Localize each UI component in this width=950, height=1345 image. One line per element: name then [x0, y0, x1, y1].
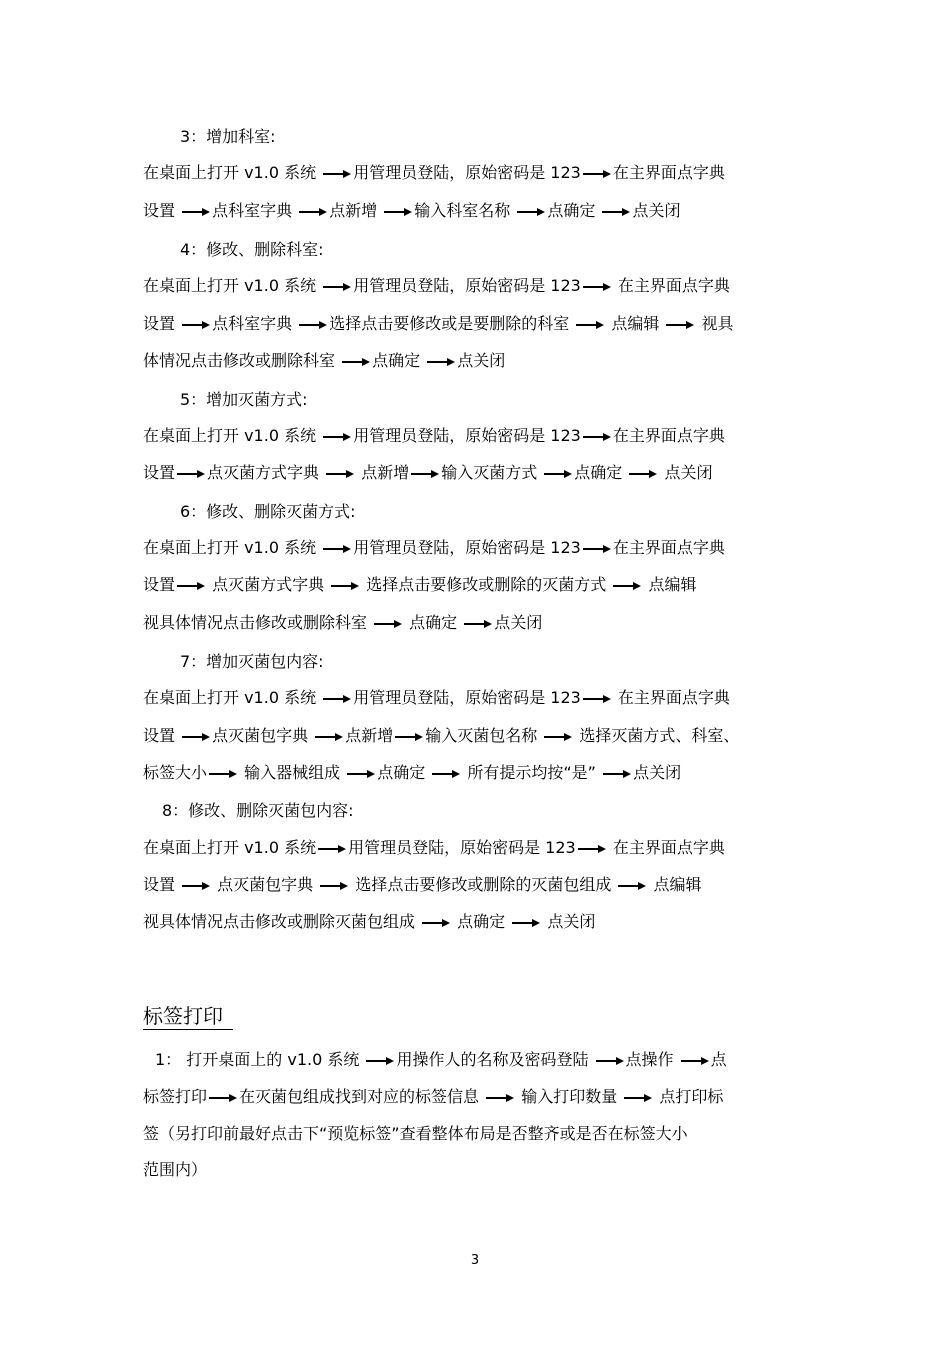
step-text: 点灭菌方式字典: [207, 463, 325, 482]
step-text: 点关闭: [633, 763, 682, 782]
arrow-right-icon: [299, 207, 327, 217]
step-text: 标签打印: [143, 1087, 208, 1106]
step-text: 所有提示均按“是”: [462, 763, 602, 782]
step-text: 点关闭: [632, 201, 681, 220]
step-text: 在主界面点字典: [612, 688, 730, 707]
arrow-right-icon: [432, 769, 460, 779]
arrow-right-icon: [182, 732, 210, 742]
step-text: 点灭菌包字典: [212, 726, 314, 745]
arrow-right-icon: [613, 581, 641, 591]
arrow-right-icon: [331, 581, 359, 591]
arrow-right-icon: [681, 1056, 709, 1066]
arrow-right-icon: [512, 918, 540, 928]
arrow-right-icon: [602, 207, 630, 217]
page-number: 3: [470, 1253, 480, 1268]
step-text: 点灭菌方式字典: [207, 575, 330, 594]
step-text: 点新增: [329, 201, 383, 220]
section-heading: 7：增加灭菌包内容:: [180, 652, 324, 671]
step-text: 用操作人的名称及密码登陆: [396, 1050, 594, 1069]
arrow-right-icon: [182, 207, 210, 217]
step-text: 在主界面点字典: [612, 276, 730, 295]
arrow-right-icon: [629, 469, 657, 479]
step-text: 点确定: [452, 912, 511, 931]
step-text: 在主界面点字典: [607, 838, 725, 857]
arrow-right-icon: [624, 1093, 652, 1103]
arrow-right-icon: [583, 432, 611, 442]
step-text: 在桌面上打开 v1.0 系统: [143, 163, 322, 182]
step-text: 选择点击要修改或删除的灭菌方式: [361, 575, 612, 594]
text-line: [143, 351, 505, 371]
text-line: [143, 426, 725, 446]
arrow-right-icon: [544, 469, 572, 479]
step-text: 输入器械组成: [239, 763, 346, 782]
text-line: [143, 163, 725, 183]
arrow-right-icon: [576, 320, 604, 330]
arrow-right-icon: [395, 732, 423, 742]
arrow-right-icon: [596, 1056, 624, 1066]
arrow-right-icon: [209, 769, 237, 779]
step-text: 范围内）: [143, 1160, 208, 1179]
arrow-right-icon: [583, 169, 611, 179]
arrow-right-icon: [384, 207, 412, 217]
text-line: [143, 912, 595, 932]
arrow-right-icon: [422, 918, 450, 928]
step-text: 用管理员登陆，原始密码是 123: [348, 838, 576, 857]
arrow-right-icon: [544, 732, 572, 742]
text-line: [143, 575, 696, 595]
step-text: 输入灭菌包名称: [425, 726, 543, 745]
arrow-right-icon: [427, 357, 455, 367]
step-text: 点科室字典: [212, 201, 298, 220]
step-text: 点确定: [372, 351, 426, 370]
step-text: 在主界面点字典: [612, 163, 725, 182]
step-text: 点编辑: [606, 314, 665, 333]
step-text: 设置: [143, 463, 176, 482]
text-line: [143, 314, 734, 334]
step-text: 在桌面上打开 v1.0 系统: [143, 276, 322, 295]
step-text: 在桌面上打开 v1.0 系统: [143, 688, 322, 707]
step-text: 点: [710, 1050, 727, 1069]
step-text: 用管理员登陆，原始密码是 123: [353, 426, 581, 445]
arrow-right-icon: [323, 282, 351, 292]
arrow-right-icon: [374, 619, 402, 629]
step-text: 视具: [696, 314, 734, 333]
section-heading: 5：增加灭菌方式:: [180, 390, 308, 409]
section-heading: 4：修改、删除科室:: [180, 240, 324, 259]
step-text: 体情况点击修改或删除科室: [143, 351, 341, 370]
text-line: [155, 1050, 727, 1070]
step-text: 设置: [143, 875, 181, 894]
text-line: [143, 763, 681, 783]
text-line: [143, 1160, 207, 1180]
arrow-right-icon: [315, 732, 343, 742]
section-heading: 8：修改、删除灭菌包内容:: [162, 801, 354, 820]
step-text: 点确定: [377, 763, 431, 782]
step-text: 用管理员登陆，原始密码是 123: [353, 538, 581, 557]
step-text: 设置: [143, 726, 181, 745]
text-line: [143, 875, 702, 895]
text-line: [143, 688, 730, 708]
arrow-right-icon: [177, 581, 205, 591]
step-text: 点确定: [547, 201, 601, 220]
step-text: 用管理员登陆，原始密码是 123: [353, 276, 581, 295]
step-text: 点打印标: [654, 1087, 724, 1106]
arrow-right-icon: [366, 1056, 394, 1066]
step-text: 标签大小: [143, 763, 208, 782]
step-text: 选择点击要修改或删除的灭菌包组成: [350, 875, 617, 894]
text-line: [143, 613, 542, 633]
text-line: [143, 538, 725, 558]
text-line: [143, 726, 739, 746]
step-text: 输入科室名称: [414, 201, 516, 220]
arrow-right-icon: [411, 469, 439, 479]
arrow-right-icon: [464, 619, 492, 629]
step-text: 点新增: [356, 463, 410, 482]
arrow-right-icon: [618, 881, 646, 891]
arrow-right-icon: [342, 357, 370, 367]
arrow-right-icon: [323, 432, 351, 442]
arrow-right-icon: [299, 320, 327, 330]
arrow-right-icon: [666, 320, 694, 330]
arrow-right-icon: [578, 844, 606, 854]
step-text: 点操作: [625, 1050, 679, 1069]
step-text: 点关闭: [659, 463, 713, 482]
arrow-right-icon: [603, 769, 631, 779]
step-text: 输入打印数量: [516, 1087, 623, 1106]
step-text: 视具体情况点击修改或删除灭菌包组成: [143, 912, 421, 931]
arrow-right-icon: [486, 1093, 514, 1103]
step-text: 选择灭菌方式、科室、: [574, 726, 740, 745]
arrow-right-icon: [583, 544, 611, 554]
step-text: 在主界面点字典: [612, 426, 725, 445]
step-text: 点确定: [404, 613, 463, 632]
arrow-right-icon: [318, 844, 346, 854]
step-text: 点关闭: [494, 613, 543, 632]
text-line: [143, 838, 725, 858]
step-text: 设置: [143, 314, 181, 333]
text-line: [143, 1087, 723, 1107]
arrow-right-icon: [323, 544, 351, 554]
step-text: 在灭菌包组成找到对应的标签信息: [239, 1087, 485, 1106]
step-text: 在桌面上打开 v1.0 系统: [143, 838, 317, 857]
arrow-right-icon: [326, 469, 354, 479]
arrow-right-icon: [182, 320, 210, 330]
step-text: 点关闭: [457, 351, 506, 370]
step-text: 1： 打开桌面上的 v1.0 系统: [155, 1050, 365, 1069]
step-text: 选择点击要修改或是要删除的科室: [329, 314, 575, 333]
text-line: [143, 276, 730, 296]
arrow-right-icon: [583, 694, 611, 704]
arrow-right-icon: [209, 1093, 237, 1103]
section-heading: 3：增加科室:: [180, 127, 276, 146]
section-heading: 6：修改、删除灭菌方式:: [180, 502, 356, 521]
text-line: [143, 201, 680, 221]
arrow-right-icon: [323, 694, 351, 704]
arrow-right-icon: [583, 282, 611, 292]
step-text: 点确定: [574, 463, 628, 482]
step-text: 用管理员登陆，原始密码是 123: [353, 688, 581, 707]
step-text: 输入灭菌方式: [441, 463, 543, 482]
step-text: 点编辑: [643, 575, 697, 594]
step-text: 点编辑: [648, 875, 702, 894]
step-text: 视具体情况点击修改或删除科室: [143, 613, 373, 632]
arrow-right-icon: [320, 881, 348, 891]
step-text: 签（另打印前最好点击下“预览标签”查看整体布局是否整齐或是否在标签大小: [143, 1124, 688, 1143]
step-text: 点新增: [345, 726, 394, 745]
step-text: 在主界面点字典: [612, 538, 725, 557]
step-text: 在桌面上打开 v1.0 系统: [143, 426, 322, 445]
text-line: [143, 463, 712, 483]
step-text: 设置: [143, 575, 176, 594]
step-text: 点灭菌包字典: [212, 875, 319, 894]
text-line: [143, 1124, 688, 1144]
label-print-title: 标签打印: [143, 1003, 233, 1030]
step-text: 点关闭: [542, 912, 596, 931]
step-text: 点科室字典: [212, 314, 298, 333]
arrow-right-icon: [517, 207, 545, 217]
arrow-right-icon: [182, 881, 210, 891]
arrow-right-icon: [347, 769, 375, 779]
step-text: 在桌面上打开 v1.0 系统: [143, 538, 322, 557]
step-text: 用管理员登陆，原始密码是 123: [353, 163, 581, 182]
step-text: 设置: [143, 201, 181, 220]
arrow-right-icon: [177, 469, 205, 479]
arrow-right-icon: [323, 169, 351, 179]
